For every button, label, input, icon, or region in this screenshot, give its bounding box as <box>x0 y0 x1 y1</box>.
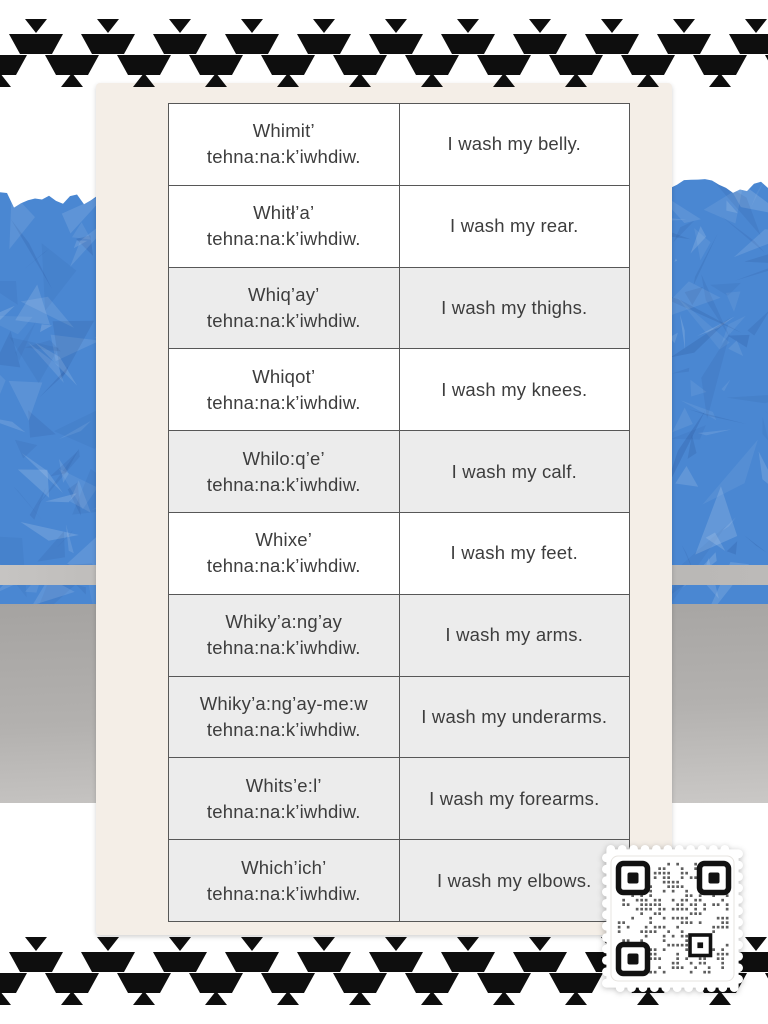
yokuts-phrase-cell <box>169 595 400 676</box>
table-row <box>169 431 629 513</box>
yokuts-word: Whilo:q’e’ <box>242 447 325 469</box>
vocab-table <box>168 103 630 922</box>
english-translation-cell <box>400 186 630 267</box>
english-translation-cell <box>400 840 630 921</box>
yokuts-verb: tehna:na:k’iwhdiw. <box>206 309 361 331</box>
yokuts-verb: tehna:na:k’iwhdiw. <box>206 146 361 168</box>
yokuts-verb: tehna:na:k’iwhdiw. <box>206 800 361 822</box>
yokuts-verb: tehna:na:k’iwhdiw. <box>206 637 361 659</box>
yokuts-verb: tehna:na:k’iwhdiw. <box>206 555 361 577</box>
yokuts-word: Whiky’a:ng’ay-me:w <box>199 692 368 714</box>
table-row <box>169 186 629 268</box>
yokuts-word: Whits’e:l’ <box>245 774 322 796</box>
yokuts-phrase-cell <box>169 677 400 758</box>
yokuts-word: Whixe’ <box>255 529 313 551</box>
yokuts-phrase-cell <box>169 758 400 839</box>
table-row <box>169 758 629 840</box>
english-translation-cell <box>400 677 630 758</box>
table-row <box>169 268 629 350</box>
table-row <box>169 595 629 677</box>
yokuts-verb: tehna:na:k’iwhdiw. <box>206 882 361 904</box>
english-sentence: I wash my underarms. <box>421 705 608 727</box>
yokuts-verb: tehna:na:k’iwhdiw. <box>206 391 361 413</box>
content-panel <box>96 83 672 935</box>
yokuts-phrase-cell <box>169 268 400 349</box>
table-row <box>169 677 629 759</box>
yokuts-word: Whimit’ <box>252 120 315 142</box>
triangle-band-top-icon <box>0 18 768 88</box>
english-sentence: I wash my arms. <box>445 624 584 646</box>
yokuts-phrase-cell <box>169 513 400 594</box>
table-row <box>169 840 629 921</box>
yokuts-word: Whiky’a:ng’ay <box>225 611 343 633</box>
english-translation-cell <box>400 268 630 349</box>
english-sentence: I wash my rear. <box>450 215 579 237</box>
table-row <box>169 349 629 431</box>
yokuts-word: Whitł’a’ <box>253 202 315 224</box>
yokuts-verb: tehna:na:k’iwhdiw. <box>206 718 361 740</box>
english-sentence: I wash my calf. <box>451 460 577 482</box>
yokuts-phrase-cell <box>169 431 400 512</box>
yokuts-phrase-cell <box>169 104 400 185</box>
english-sentence: I wash my belly. <box>447 133 581 155</box>
english-translation-cell <box>400 349 630 430</box>
english-sentence: I wash my forearms. <box>429 787 600 809</box>
english-sentence: I wash my knees. <box>441 378 588 400</box>
english-translation-cell <box>400 104 630 185</box>
qr-code-stamp-icon <box>602 845 743 992</box>
table-row <box>169 104 629 186</box>
yokuts-verb: tehna:na:k’iwhdiw. <box>206 228 361 250</box>
yokuts-phrase-cell <box>169 349 400 430</box>
yokuts-word: Whiq’ay’ <box>247 283 320 305</box>
english-translation-cell <box>400 513 630 594</box>
yokuts-verb: tehna:na:k’iwhdiw. <box>206 473 361 495</box>
english-sentence: I wash my thighs. <box>441 296 588 318</box>
yokuts-word: Whiqot’ <box>252 365 316 387</box>
english-sentence: I wash my elbows. <box>436 869 592 891</box>
yokuts-phrase-cell <box>169 186 400 267</box>
yokuts-phrase-cell <box>169 840 400 921</box>
crumpled-blue-paper-right <box>670 175 768 604</box>
crumpled-blue-paper-left <box>0 188 98 604</box>
english-translation-cell <box>400 431 630 512</box>
english-translation-cell <box>400 595 630 676</box>
yokuts-word: Which’ich’ <box>241 856 327 878</box>
table-row <box>169 513 629 595</box>
english-sentence: I wash my feet. <box>450 542 578 564</box>
english-translation-cell <box>400 758 630 839</box>
